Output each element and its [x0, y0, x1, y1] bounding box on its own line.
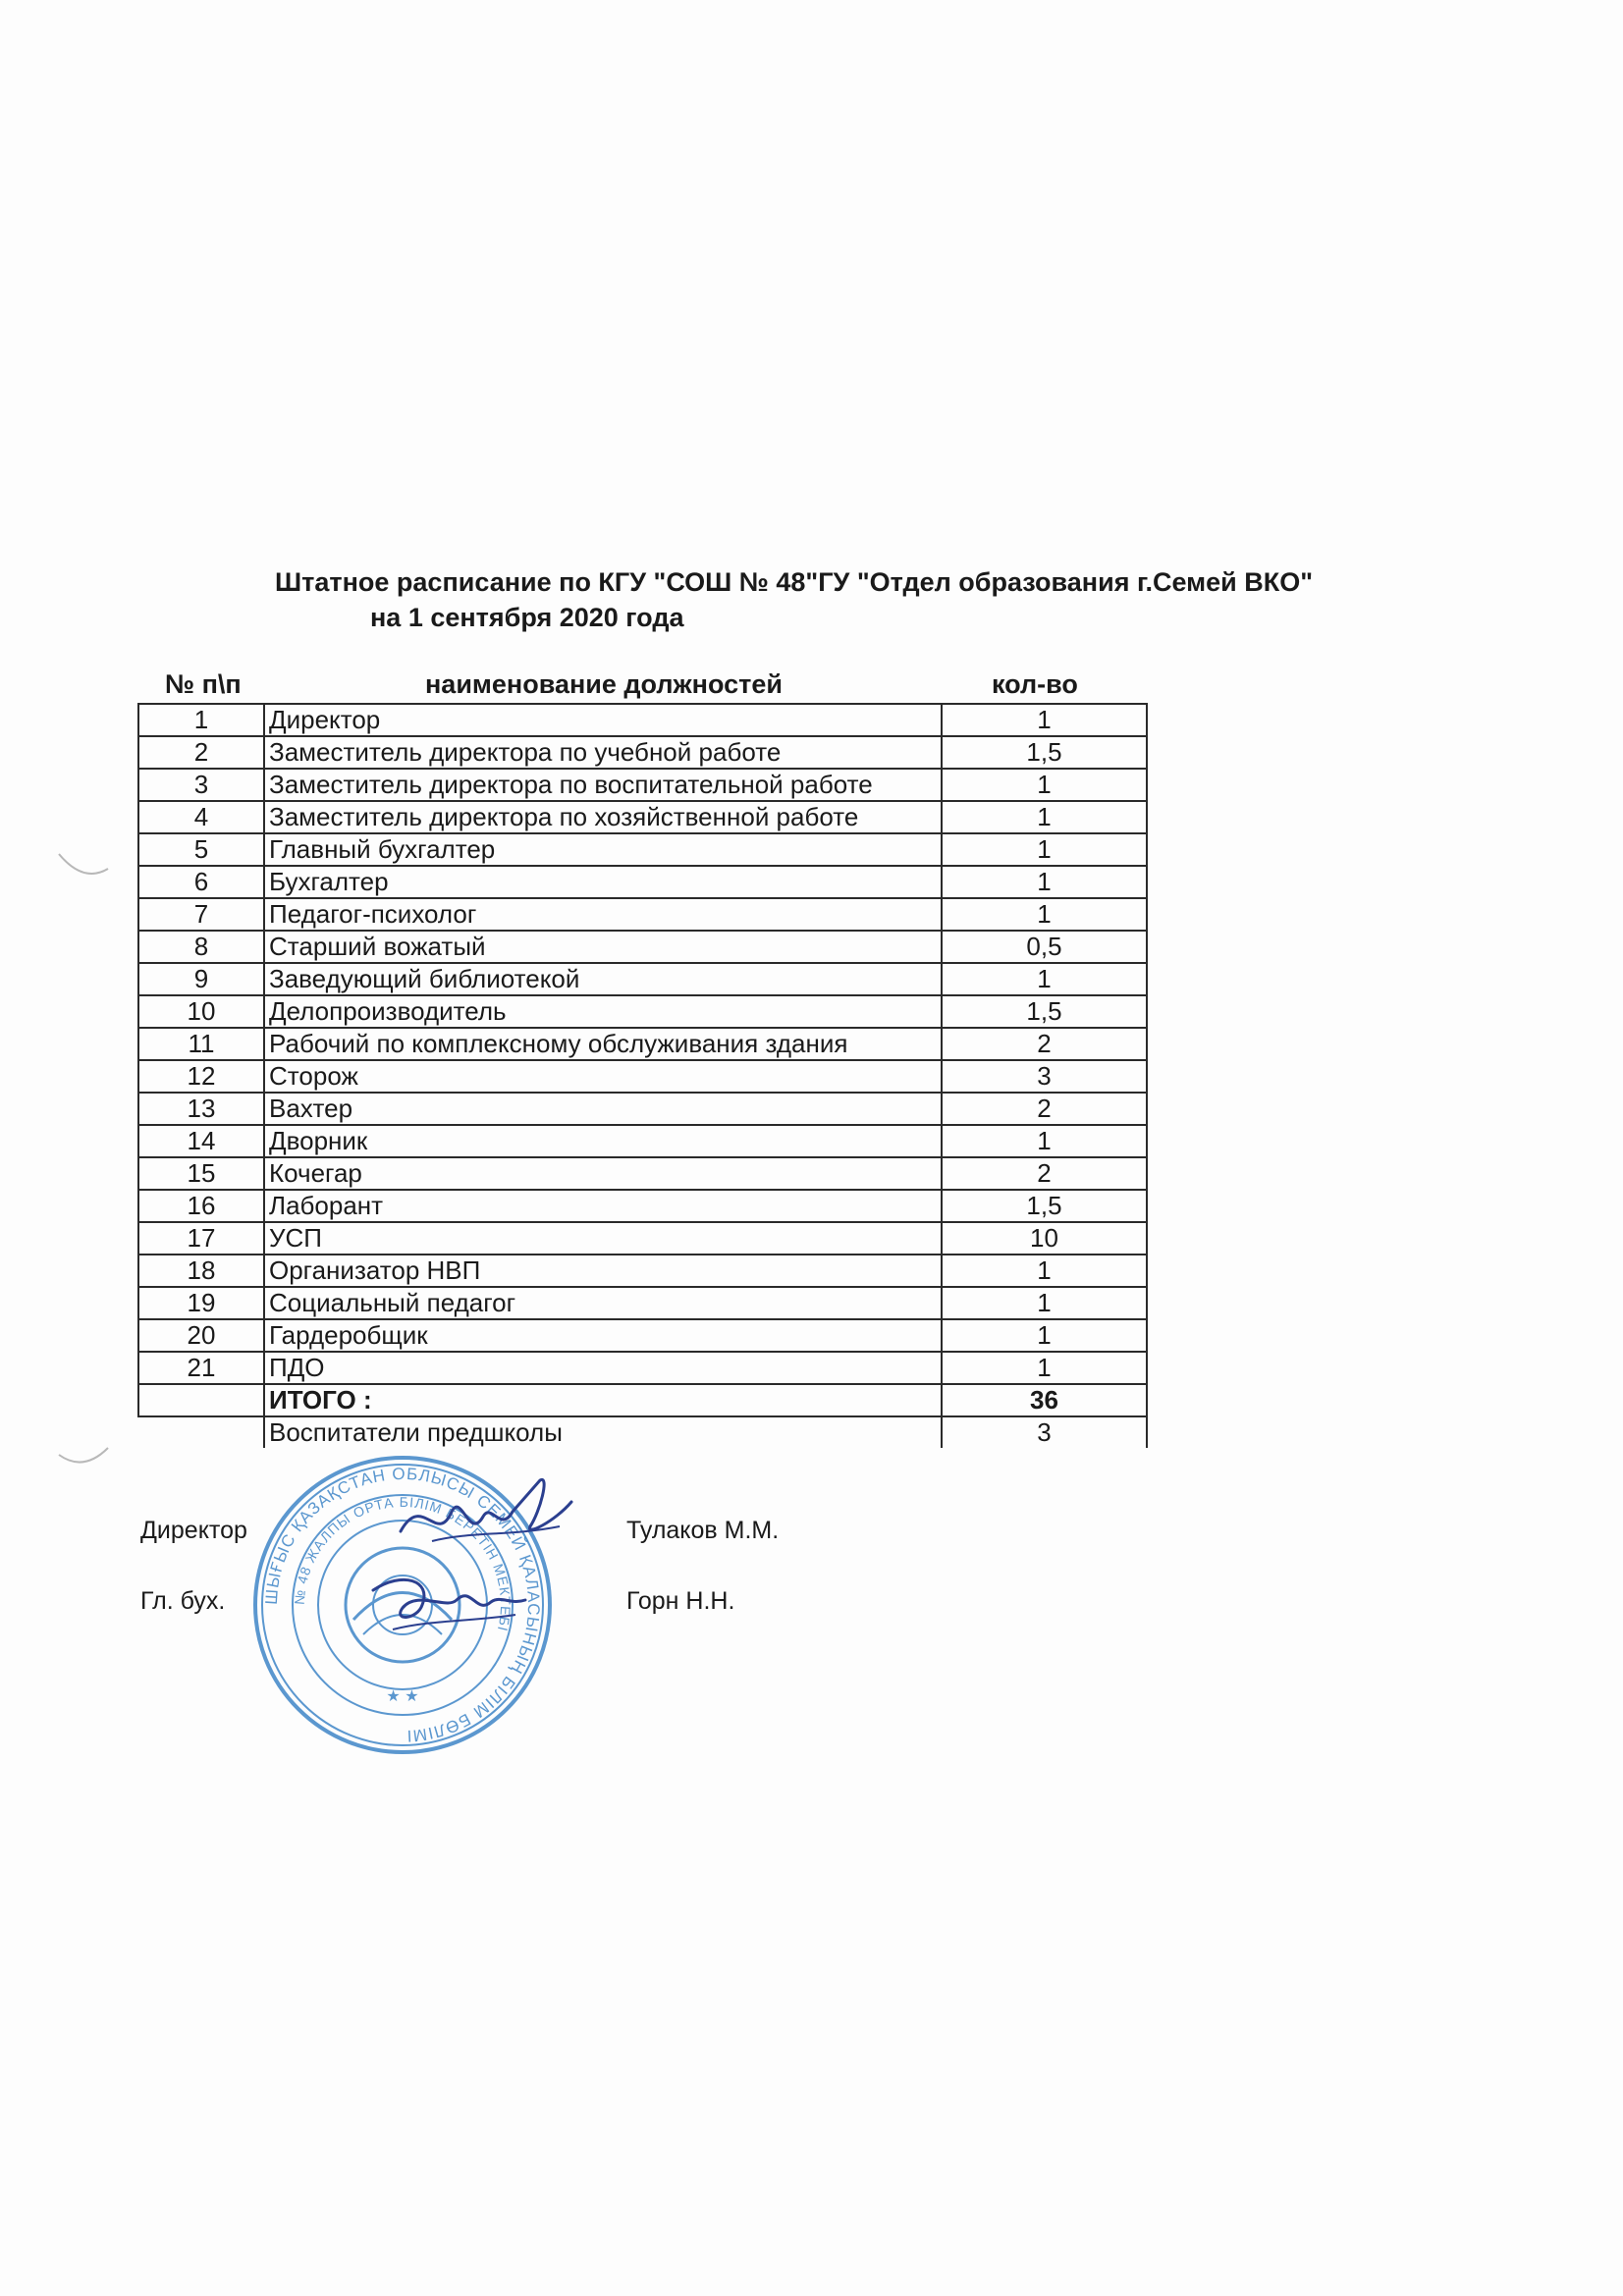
row-quantity: 0,5 — [942, 931, 1147, 963]
director-label: Директор — [140, 1517, 247, 1544]
total-empty-cell — [138, 1384, 264, 1416]
table-row — [138, 898, 1147, 931]
header-number: № п\п — [165, 669, 242, 699]
row-position: Социальный педагог — [264, 1287, 942, 1319]
row-number: 10 — [138, 995, 264, 1028]
row-number: 17 — [138, 1222, 264, 1255]
row-number: 13 — [138, 1093, 264, 1125]
staff-table — [137, 703, 1148, 1448]
row-quantity: 1 — [942, 866, 1147, 898]
table-row — [138, 1190, 1147, 1222]
row-position: Бухгалтер — [264, 866, 942, 898]
row-quantity: 1 — [942, 898, 1147, 931]
row-quantity: 2 — [942, 1157, 1147, 1190]
row-position: Рабочий по комплексному обслуживания здания — [264, 1028, 942, 1060]
extra-row — [138, 1416, 1147, 1448]
table-row — [138, 1319, 1147, 1352]
table-row — [138, 931, 1147, 963]
stamp-outer-text: ШЫҒЫС ҚАЗАҚСТАН ОБЛЫСЫ СЕМЕЙ ҚАЛАСЫНЫҢ БІЛІМ БӨЛІМІ — [261, 1464, 544, 1745]
row-quantity: 1 — [942, 1352, 1147, 1384]
extra-empty-cell — [138, 1416, 264, 1448]
table-row — [138, 963, 1147, 995]
total-row — [138, 1384, 1147, 1416]
director-name: Тулаков М.М. — [626, 1517, 780, 1544]
row-position: Кочегар — [264, 1157, 942, 1190]
row-position: Заместитель директора по хозяйственной работе — [264, 801, 942, 833]
punch-hole-mark — [54, 1433, 113, 1472]
extra-quantity: 3 — [942, 1416, 1147, 1448]
row-number: 15 — [138, 1157, 264, 1190]
row-number: 16 — [138, 1190, 264, 1222]
row-position: Главный бухгалтер — [264, 833, 942, 866]
row-position: Делопроизводитель — [264, 995, 942, 1028]
row-quantity: 1 — [942, 963, 1147, 995]
row-position: УСП — [264, 1222, 942, 1255]
row-position: Гардеробщик — [264, 1319, 942, 1352]
row-quantity: 2 — [942, 1028, 1147, 1060]
svg-text:★ ★: ★ ★ — [386, 1688, 419, 1705]
row-quantity: 2 — [942, 1093, 1147, 1125]
row-position: Педагог-психолог — [264, 898, 942, 931]
row-quantity: 1 — [942, 1319, 1147, 1352]
row-quantity: 10 — [942, 1222, 1147, 1255]
row-quantity: 1,5 — [942, 1190, 1147, 1222]
row-quantity: 1,5 — [942, 995, 1147, 1028]
row-number: 6 — [138, 866, 264, 898]
row-quantity: 1 — [942, 833, 1147, 866]
table-row — [138, 1255, 1147, 1287]
total-quantity: 36 — [942, 1384, 1147, 1416]
row-number: 9 — [138, 963, 264, 995]
row-number: 5 — [138, 833, 264, 866]
extra-position: Воспитатели предшколы — [264, 1416, 942, 1448]
row-quantity: 1 — [942, 769, 1147, 801]
row-position: Директор — [264, 704, 942, 736]
row-quantity: 3 — [942, 1060, 1147, 1093]
table-row — [138, 736, 1147, 769]
row-position: Заведующий библиотекой — [264, 963, 942, 995]
row-number: 19 — [138, 1287, 264, 1319]
row-number: 18 — [138, 1255, 264, 1287]
row-quantity: 1,5 — [942, 736, 1147, 769]
row-position: ПДО — [264, 1352, 942, 1384]
row-quantity: 1 — [942, 1287, 1147, 1319]
row-quantity: 1 — [942, 1255, 1147, 1287]
accountant-name: Горн Н.Н. — [626, 1587, 735, 1615]
table-row — [138, 704, 1147, 736]
row-position: Организатор НВП — [264, 1255, 942, 1287]
row-position: Сторож — [264, 1060, 942, 1093]
table-row — [138, 1287, 1147, 1319]
punch-hole-mark — [54, 844, 113, 883]
table-row — [138, 866, 1147, 898]
table-row — [138, 1093, 1147, 1125]
row-quantity: 1 — [942, 801, 1147, 833]
accountant-label: Гл. бух. — [140, 1587, 226, 1615]
table-row — [138, 833, 1147, 866]
table-row — [138, 995, 1147, 1028]
row-number: 12 — [138, 1060, 264, 1093]
table-row — [138, 1222, 1147, 1255]
document-title: Штатное расписание по КГУ "СОШ № 48"ГУ "Отдел образования г.Семей ВКО" — [275, 567, 1314, 597]
row-quantity: 1 — [942, 704, 1147, 736]
table-row — [138, 1352, 1147, 1384]
row-position: Заместитель директора по учебной работе — [264, 736, 942, 769]
row-number: 2 — [138, 736, 264, 769]
row-number: 3 — [138, 769, 264, 801]
row-position: Вахтер — [264, 1093, 942, 1125]
row-position: Лаборант — [264, 1190, 942, 1222]
row-number: 20 — [138, 1319, 264, 1352]
director-signature — [393, 1472, 579, 1561]
table-row — [138, 1060, 1147, 1093]
row-number: 11 — [138, 1028, 264, 1060]
table-row — [138, 1157, 1147, 1190]
row-number: 7 — [138, 898, 264, 931]
row-quantity: 1 — [942, 1125, 1147, 1157]
accountant-signature — [363, 1561, 530, 1649]
table-row — [138, 1028, 1147, 1060]
row-number: 14 — [138, 1125, 264, 1157]
header-quantity: кол-во — [992, 669, 1078, 699]
document-subtitle: на 1 сентября 2020 года — [370, 603, 684, 632]
header-position-name: наименование должностей — [425, 669, 783, 699]
table-row — [138, 1125, 1147, 1157]
table-row — [138, 801, 1147, 833]
row-number: 4 — [138, 801, 264, 833]
stamp-inner-text: № 48 ЖАЛПЫ ОРТА БІЛІМ БЕРЕТІН МЕКТЕБІ — [291, 1493, 514, 1634]
total-label: ИТОГО : — [264, 1384, 942, 1416]
row-number: 8 — [138, 931, 264, 963]
row-position: Дворник — [264, 1125, 942, 1157]
row-number: 21 — [138, 1352, 264, 1384]
table-row — [138, 769, 1147, 801]
row-number: 1 — [138, 704, 264, 736]
row-position: Заместитель директора по воспитательной работе — [264, 769, 942, 801]
row-position: Старший вожатый — [264, 931, 942, 963]
